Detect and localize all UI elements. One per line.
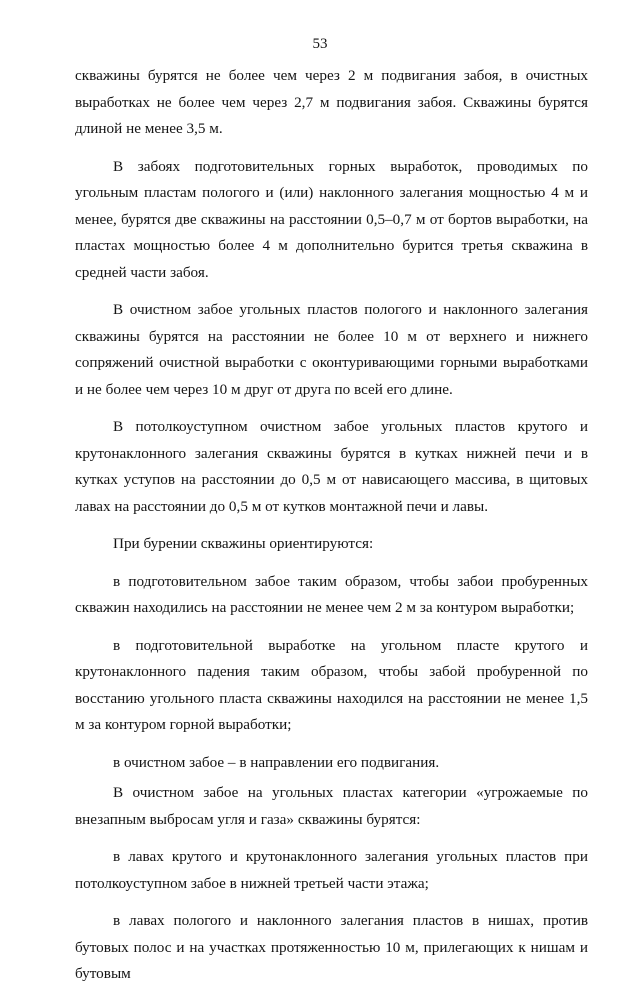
- page-body: [75, 63, 588, 988]
- list-item-stope-face: в очистном забое – в направлении его подвигания.: [113, 753, 440, 771]
- list-item-gentle-longwalls: в лавах пологого и наклонного залегания пластов в нишах, против бутовых полос и на участках протяженностью 10 м, прилегающих к нишам и бутовым: [75, 912, 588, 982]
- paragraph-outburst-category: В очистном забое на угольных пластах категории «угрожаемые по внезапным выбросам угля и газа» скважины бурятся:: [75, 784, 588, 828]
- paragraph-stope-face-steep: В потолкоуступном очистном забое угольных пластов крутого и крутонаклонного залегания скважины бурятся в кутках нижней печи и в кутках уступов на расстоянии до 0,5 м от нависающего массива, в щитовых лавах на расстоянии до 0,5 м от кутков монтажной печи и лавы.: [75, 418, 588, 515]
- list-item-preparatory-working: в подготовительной выработке на угольном пласте крутого и крутонаклонного падения таким образом, чтобы забой пробуренной по восстанию угольного пласта скважины находился на расстоянии не менее 1,5 м за контуром горной выработки;: [75, 636, 588, 733]
- list-item-steep-longwalls: в лавах крутого и крутонаклонного залегания угольных пластов при потолкоуступном забое в нижней третьей части этажа;: [75, 848, 588, 892]
- list-item-preparatory-face: в подготовительном забое таким образом, чтобы забои пробуренных скважин находились на расстоянии не менее чем 2 м за контуром выработки;: [75, 572, 588, 616]
- page-number: 53: [312, 36, 328, 52]
- paragraph-continuation: скважины бурятся не более чем через 2 м подвигания забоя, в очистных выработках не более чем через 2,7 м подвигания забоя. Скважины бурятся длиной не менее 3,5 м.: [75, 67, 588, 137]
- paragraph-stope-face-gentle: В очистном забое угольных пластов пологого и наклонного залегания скважины бурятся на расстоянии не более 10 м от верхнего и нижнего сопряжений очистной выработки с оконтуривающими горными выработками и не более чем через 10 м друг от друга по всей его длине.: [75, 301, 588, 398]
- paragraph-orientation-intro: При бурении скважины ориентируются:: [113, 535, 374, 552]
- paragraph-preparatory-faces: В забоях подготовительных горных выработок, проводимых по угольным пластам пологого и (или) наклонного залегания мощностью 4 м и менее, бурятся две скважины на расстоянии 0,5–0,7 м от бортов выработки, на пластах мощностью более 4 м дополнительно бурится третья скважина в средней части забоя.: [75, 157, 588, 281]
